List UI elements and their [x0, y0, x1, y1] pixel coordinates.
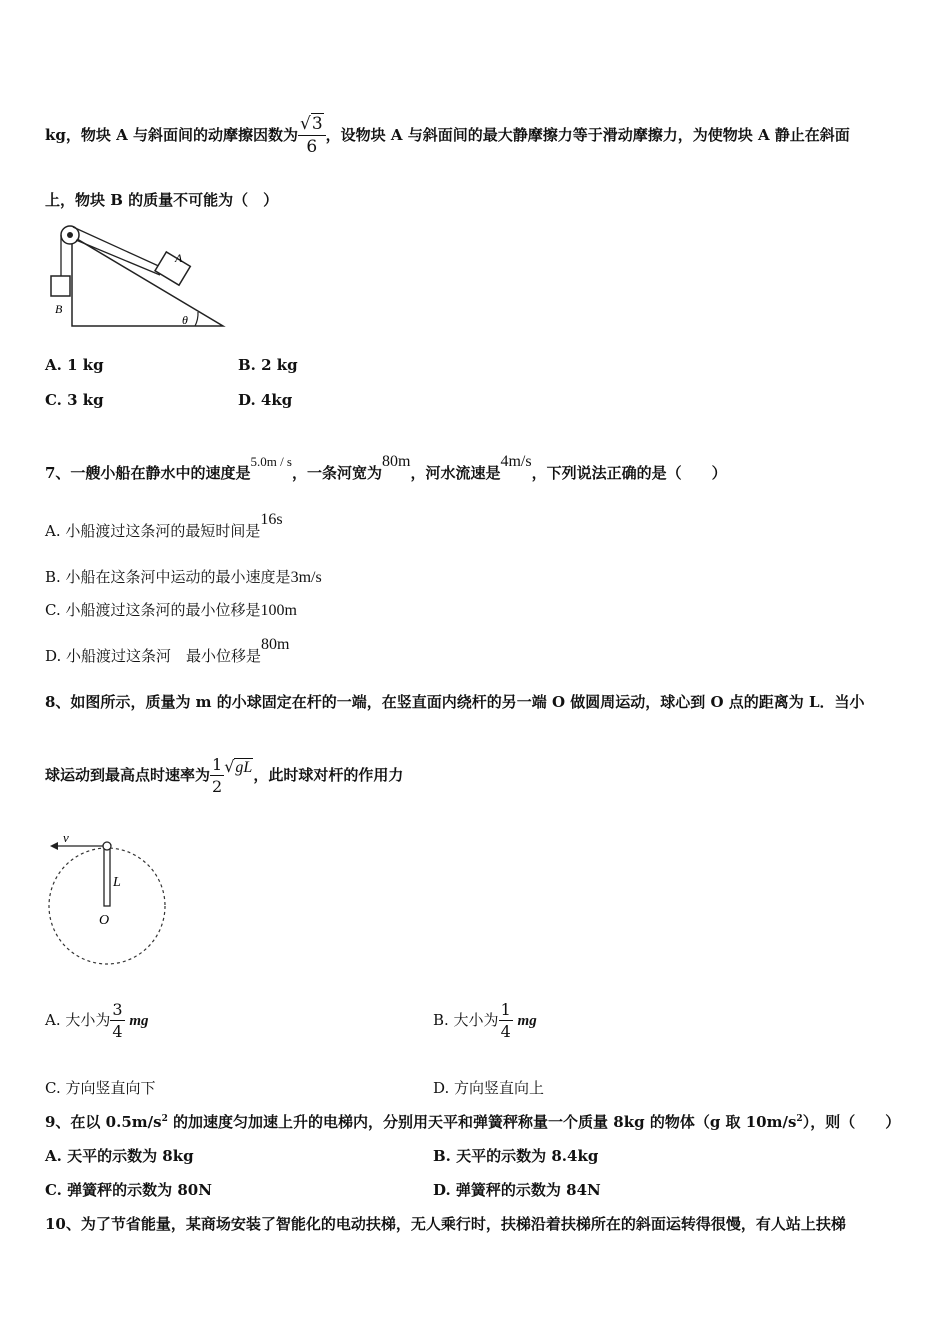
q8-option-c[interactable]: C. 方向竖直向下 [45, 1079, 156, 1097]
rope-to-a-2 [76, 240, 160, 275]
q7-option-c[interactable]: C. 小船渡过这条河的最小位移是100m [45, 601, 297, 619]
sqrt-symbol: √3 [299, 114, 323, 134]
q7-river-width: 80m [382, 453, 411, 470]
q8-option-b[interactable]: B. 大小为 $\frac{1}{4}$ mg [433, 1000, 537, 1041]
q7-option-b[interactable]: B. 小船在这条河中运动的最小速度是3m/s [45, 568, 322, 586]
q8-option-a[interactable]: A. 大小为 $\frac{3}{4}$ mg [45, 1000, 149, 1041]
q6-option-c[interactable]: C. 3 kg [45, 391, 104, 409]
q7-option-d[interactable]: D. 小船渡过这条河 最小位移是80m [45, 636, 290, 665]
block-a [155, 252, 190, 285]
rod [104, 846, 110, 906]
q8-line2: 球运动到最高点时速率为 $\frac{1}{2}$ √gL，此时球对杆的作用力 [45, 750, 403, 800]
ball [103, 842, 111, 850]
q7-water-speed: 4m/s [500, 453, 532, 470]
q6-option-a[interactable]: A. 1 kg [45, 356, 104, 374]
pulley-axle [67, 232, 73, 238]
incline-triangle [72, 236, 223, 326]
arrow-head [50, 842, 58, 850]
q9-option-d[interactable]: D. 弹簧秤的示数为 84N [433, 1181, 601, 1199]
q7-boat-speed: 5.0m / s [250, 454, 292, 469]
q6-option-d[interactable]: D. 4kg [238, 391, 293, 409]
q7-stem: 7、一艘小船在静水中的速度是5.0m / s，一条河宽为80m，河水流速是4m/s，下列说法正确的是（ ） [45, 453, 727, 482]
theta-arc [195, 312, 198, 326]
label-b: B [55, 302, 63, 316]
q6-line2: 上，物块 B 的质量不可能为（ ） [45, 191, 279, 209]
block-b [51, 276, 70, 296]
rope-to-a [73, 227, 163, 268]
q6-incline-figure [45, 218, 230, 333]
label-l: L [113, 875, 121, 890]
q6-line1-post: ，设物块 A 与斜面间的最大静摩擦力等于滑动摩擦力，为使物块 A 静止在斜面 [325, 126, 850, 144]
q9-option-c[interactable]: C. 弹簧秤的示数为 80N [45, 1181, 212, 1199]
q10-line1: 10、为了节省能量，某商场安装了智能化的电动扶梯，无人乘行时，扶梯沿着扶梯所在的斜面运转得很慢，有人站上扶梯 [45, 1215, 846, 1233]
label-v: v [63, 830, 69, 845]
label-o: O [99, 913, 110, 928]
q9-option-b[interactable]: B. 天平的示数为 8.4kg [433, 1147, 599, 1165]
q6-line1-pre: kg，物块 A 与斜面间的动摩擦因数为 [45, 126, 298, 144]
q6-option-b[interactable]: B. 2 kg [238, 356, 298, 374]
mu-fraction: $\frac{√3}{6}$ [298, 116, 326, 156]
label-theta: θ [182, 313, 188, 327]
q7-option-a[interactable]: A. 小船渡过这条河的最短时间是16s [45, 511, 283, 540]
q6-line1 [45, 112, 850, 158]
q8-sqrt: √gL [224, 757, 253, 776]
q8-speed-fraction: $\frac{1}{2}$ [212, 755, 223, 796]
q9-option-a[interactable]: A. 天平的示数为 8kg [45, 1147, 194, 1165]
label-a: A [175, 251, 183, 265]
q9-stem: 9、在以 $0.5m/s^2$ 的加速度匀加速上升的电梯内，分别用天平和弹簧秤称量一个质量 8kg 的物体（g 取 $10m/s^2$），则（ ） [45, 1113, 901, 1131]
q8-option-d[interactable]: D. 方向竖直向上 [433, 1079, 545, 1097]
q8-circle-figure [45, 830, 170, 970]
q8-line1: 8、如图所示，质量为 m 的小球固定在杆的一端，在竖直面内绕杆的另一端 O 做圆周运动，球心到 O 点的距离为 L．当小 [45, 693, 865, 711]
